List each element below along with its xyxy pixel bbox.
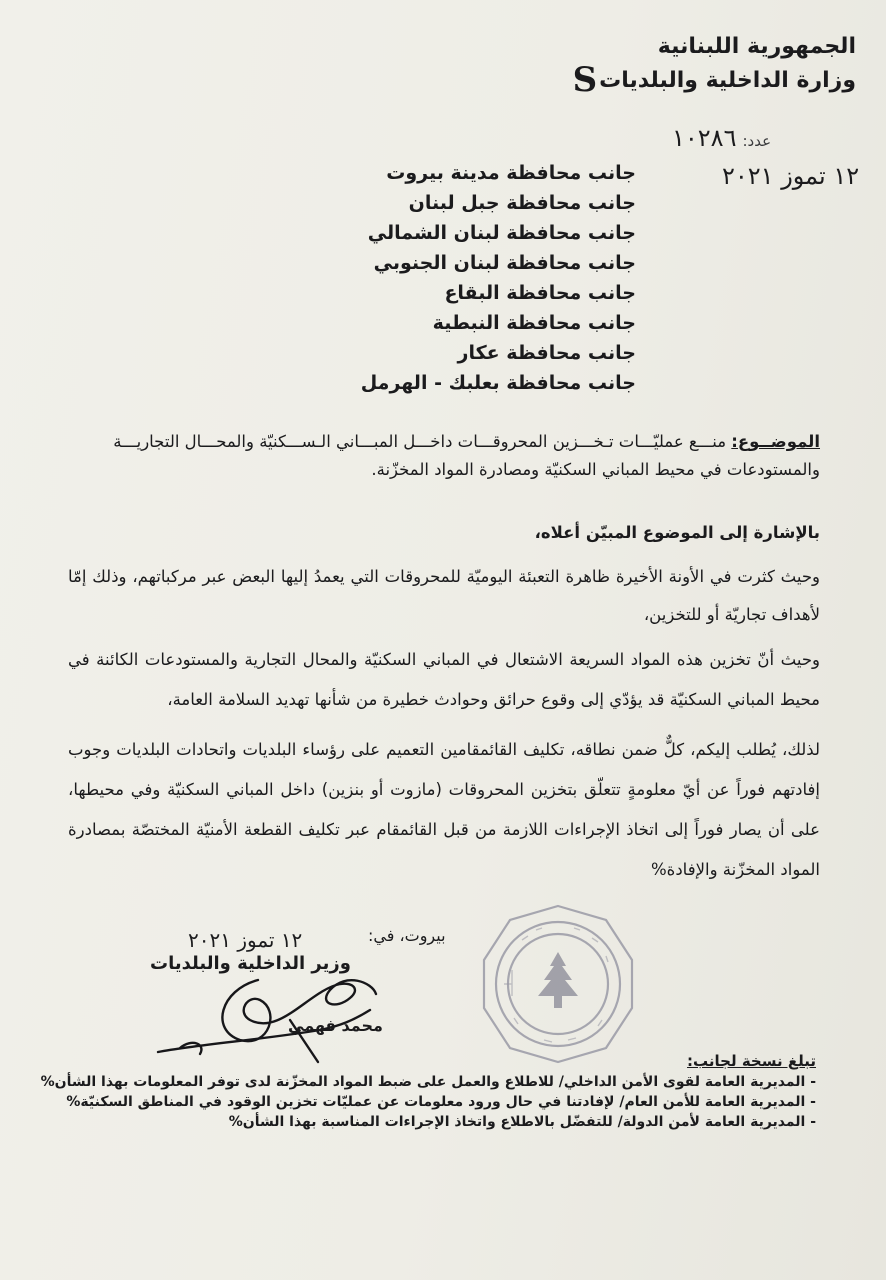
republic-name: الجمهورية اللبنانية [657, 34, 856, 59]
ministry-line [572, 60, 856, 100]
minister-title: وزير الداخلية والبلديات [150, 953, 351, 974]
letterhead [573, 30, 856, 98]
minister-name: محمد فهمي [288, 1016, 383, 1035]
letter-body [68, 520, 820, 890]
greeting: بالإشارة إلى الموضوع المبيّن أعلاه، [534, 523, 820, 542]
reference-number-label: عدد: [742, 132, 772, 150]
official-seal-icon [474, 900, 642, 1068]
recipient: جانب محافظة البقاع [444, 282, 636, 304]
recipient: جانب محافظة لبنان الشمالي [367, 222, 636, 244]
subject [60, 428, 820, 484]
recipient: جانب محافظة بعلبك - الهرمل [360, 372, 636, 394]
recipient: جانب محافظة لبنان الجنوبي [373, 252, 636, 274]
subject-text: منـــع عمليّـــات تـخـــزين المحروقـــات داخـــل المبـــاني الـســـكنيّة والمحـــال التجاريـــة والمستودعات في محيط المباني السكنيّة ومصادرة المواد المخزّنة. [113, 432, 820, 479]
reference-number-value: ١٠٢٨٦ [672, 124, 737, 152]
subject-label: الموضــوع: [731, 432, 820, 451]
body-paragraph: وحيث كثرت في الأونة الأخيرة ظاهرة التعبئة اليوميّة للمحروقات التي يعمدُ إليها البعض عبر مركباتهم، وذلك إمّا لأهداف تجاريّة أو للتخزين، [68, 567, 820, 624]
cc-list [40, 1050, 816, 1132]
body-paragraph: لذلك، يُطلب إليكم، كلٌّ ضمن نطاقه، تكليف القائمقامين التعميم على رؤساء البلديات واتحادات البلديات وجوب إفادتهم فوراً عن أيّ معلومةٍ تتعلّق بتخزين المحروقات (مازوت أو بنزين) داخل المباني السكنيّة وفي محيطها، على أن يصار فوراً إلى اتخاذ الإجراءات اللازمة من قبل القائمقام عبر تكليف القطعة الأمنيّة المختصّة بمصادرة المواد المخزّنة والإفادة% [68, 740, 820, 879]
reference-number [672, 124, 771, 152]
recipient: جانب محافظة عكار [457, 342, 636, 364]
recipients-list [361, 158, 636, 398]
ministry-name: وزارة الداخلية والبلديات [599, 68, 856, 93]
recipient: جانب محافظة جبل لبنان [408, 192, 636, 214]
recipient: جانب محافظة مدينة بيروت [386, 162, 636, 184]
recipient: جانب محافظة النبطية [432, 312, 636, 334]
body-paragraph: وحيث أنّ تخزين هذه المواد السريعة الاشتعال في المباني السكنيّة والمحال التجارية والمستودعات الكائنة في محيط المباني السكنيّة قد يؤدّي إلى وقوع حرائق وحوادث خطيرة من شأنها تهديد السلامة العامة، [68, 650, 820, 709]
cc-item: - المديرية العامة للأمن العام/ لإفادتنا في حال ورود معلومات عن عمليّات تخزين الوقود في المناطق السكنيّة% [66, 1094, 816, 1110]
reference-date: ١٢ تموز ٢٠٢١ [722, 162, 860, 190]
ministry-logo-icon: S [572, 60, 598, 100]
signoff-date: ١٢ تموز ٢٠٢١ [188, 928, 303, 952]
cc-title: تبلغ نسخة لجانب: [687, 1052, 816, 1070]
signoff-place: بيروت، في: [368, 926, 446, 945]
cc-item: - المديرية العامة لأمن الدولة/ للتفضّل بالاطلاع واتخاذ الإجراءات المناسبة بهذا الشأن% [228, 1114, 816, 1130]
cc-item: - المديرية العامة لقوى الأمن الداخلي/ للاطلاع والعمل على ضبط المواد المخزّنة لدى توفر المعلومات بهذا الشأن% [40, 1074, 816, 1090]
